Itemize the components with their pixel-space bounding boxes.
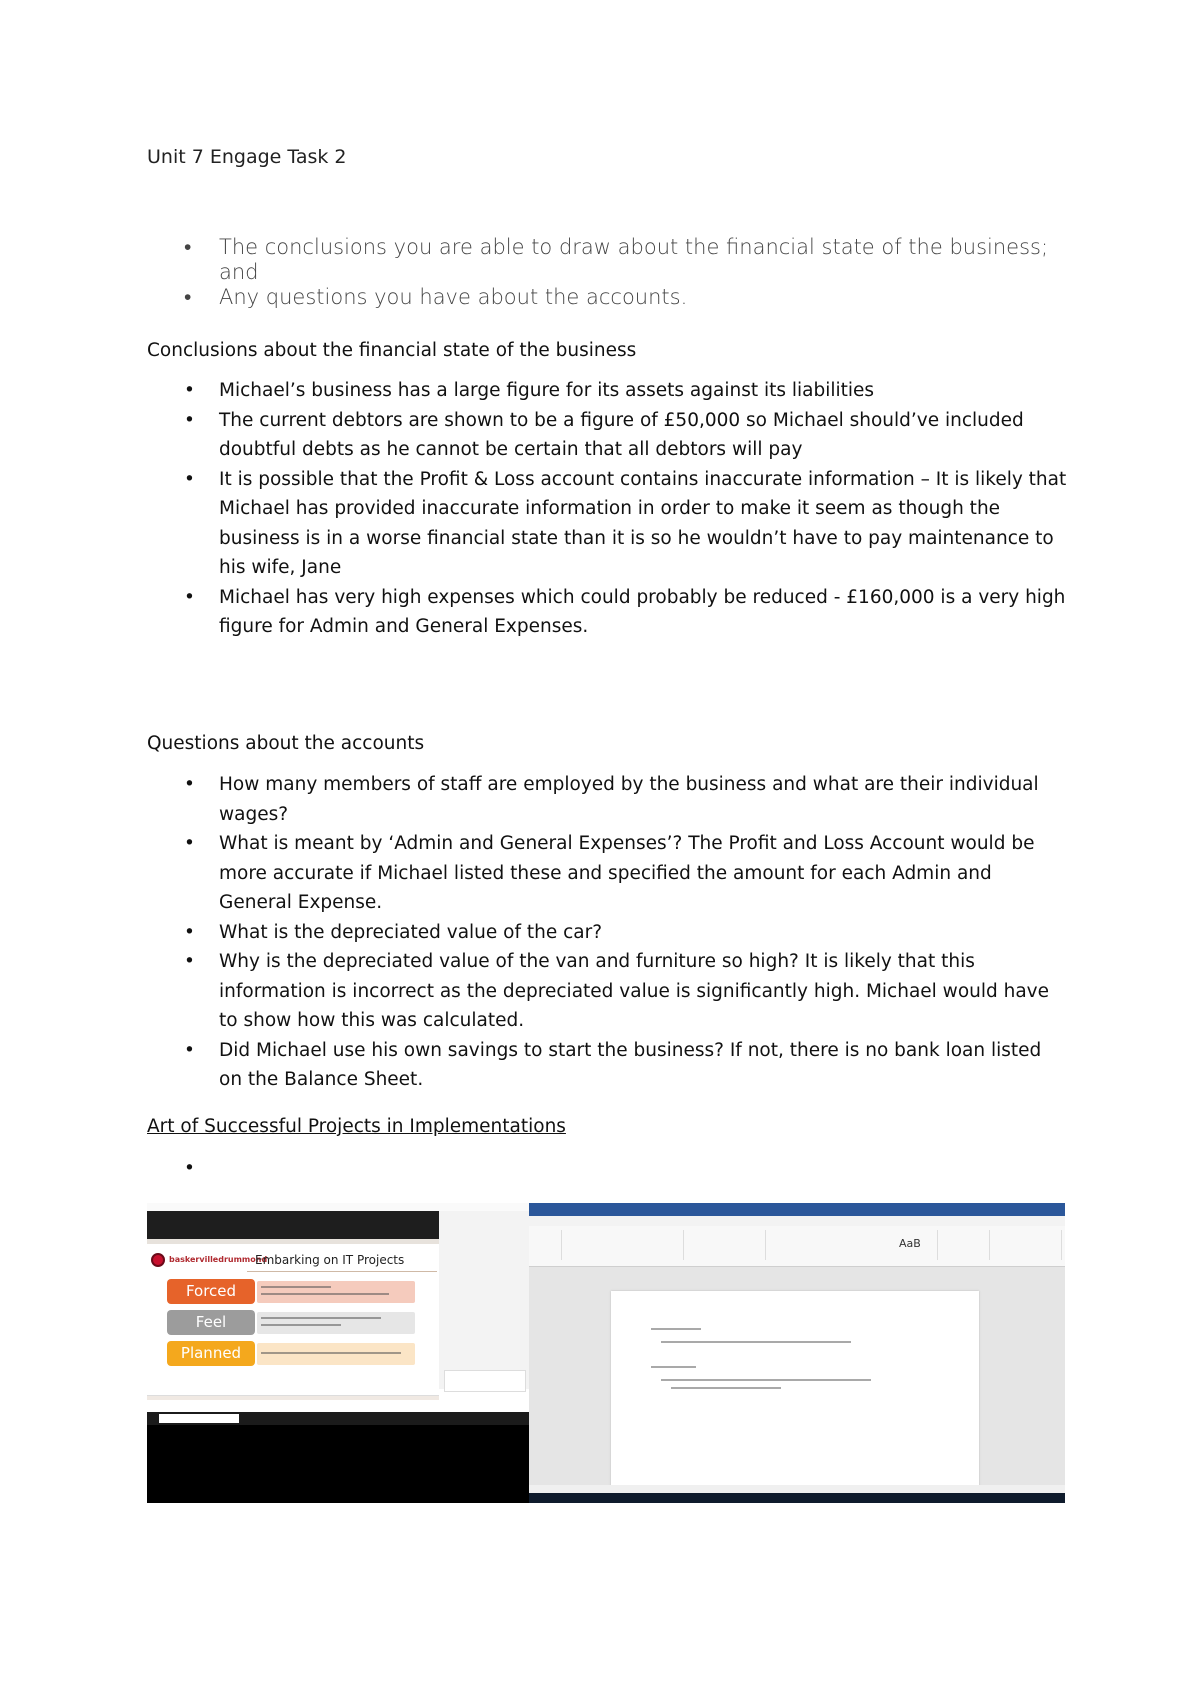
- question-item-2: • What is meant by ‘Admin and General Expenses’? The Profit and Loss Account would be more accurate if Michael listed these and specified the amount for each Admin and General Expense.: [147, 829, 1067, 918]
- word-titlebar: [529, 1203, 1065, 1216]
- conclusion-item-3: • It is possible that the Profit & Loss account contains inaccurate information – It is likely that Michael has provided inaccurate information in order to make it seem as though the business is in a worse financial state than it is so he wouldn’t have to pay maintenance to his wife, Jane: [147, 465, 1067, 583]
- slide-title: Embarking on IT Projects: [255, 1253, 405, 1267]
- intro-bullet-2: • Any questions you have about the accounts.: [184, 285, 688, 309]
- bullet-glyph: •: [184, 586, 195, 608]
- question-item-4: • Why is the depreciated value of the van and furniture so high? It is likely that this information is incorrect as the depreciated value is significantly high. Michael would have to show how this was calculated.: [147, 947, 1067, 1036]
- questions-list: [147, 770, 1067, 1095]
- bullet-glyph: •: [184, 921, 195, 943]
- presentation-window: [147, 1203, 529, 1503]
- question-item-1: • How many members of staff are employed by the business and what are their individual wages?: [147, 770, 1067, 829]
- intro-bullet-1: • The conclusions you are able to draw about the financial state of the business; and: [184, 235, 1049, 284]
- bullet-glyph: •: [184, 380, 195, 401]
- embedded-screenshot: [147, 1203, 1065, 1503]
- bullet-glyph: •: [184, 833, 195, 854]
- notification-popup: [444, 1370, 526, 1392]
- conclusion-item-2: • The current debtors are shown to be a figure of £50,000 so Michael should’ve included doubtful debts as he cannot be certain that all debtors will pay: [147, 406, 1067, 465]
- conclusions-list: [147, 376, 1067, 642]
- word-styles-preview: AaB: [899, 1237, 921, 1250]
- questions-heading: Questions about the accounts: [147, 733, 425, 754]
- brand-name: baskervilledrummond: [169, 1255, 268, 1264]
- taskbar-search: [159, 1414, 239, 1423]
- tag-forced: Forced: [167, 1279, 255, 1304]
- brand-logo: [151, 1251, 268, 1271]
- tag-planned-description: [257, 1343, 415, 1365]
- bullet-glyph: •: [184, 285, 192, 309]
- bullet-glyph: •: [184, 774, 195, 795]
- presentation-video-header: [147, 1211, 439, 1239]
- tag-planned: Planned: [167, 1341, 255, 1366]
- conclusions-heading: Conclusions about the financial state of the business: [147, 340, 637, 361]
- art-of-successful-projects-link[interactable]: Art of Successful Projects in Implementations: [147, 1116, 566, 1137]
- word-window: [529, 1203, 1065, 1503]
- bullet-glyph: •: [184, 951, 195, 972]
- word-ribbon: [529, 1226, 1065, 1267]
- tag-feel-description: [257, 1312, 415, 1334]
- bullet-glyph: •: [184, 235, 192, 259]
- bullet-glyph: •: [184, 468, 195, 490]
- presentation-side-panel: [439, 1211, 529, 1389]
- tag-forced-description: [257, 1281, 415, 1303]
- word-statusbar: [529, 1485, 1065, 1493]
- brand-logo-icon: [151, 1253, 165, 1267]
- question-item-3: • What is the depreciated value of the car?: [147, 918, 1067, 948]
- empty-bullet: •: [184, 1158, 195, 1179]
- word-document-page: [611, 1291, 979, 1491]
- tag-feel: Feel: [167, 1310, 255, 1335]
- right-taskbar: [529, 1493, 1065, 1503]
- intro-bullet-list: [147, 235, 1067, 310]
- word-ribbon-tabs: [529, 1216, 1065, 1226]
- question-item-5: • Did Michael use his own savings to start the business? If not, there is no bank loan listed on the Balance Sheet.: [147, 1036, 1067, 1095]
- conclusion-item-1: • Michael’s business has a large figure for its assets against its liabilities: [147, 376, 1067, 406]
- bullet-glyph: •: [184, 409, 195, 431]
- conclusion-item-4: • Michael has very high expenses which could probably be reduced - £160,000 is a very high figure for Admin and General Expenses.: [147, 583, 1067, 642]
- document-title: Unit 7 Engage Task 2: [147, 146, 347, 168]
- bullet-glyph: •: [184, 1039, 195, 1061]
